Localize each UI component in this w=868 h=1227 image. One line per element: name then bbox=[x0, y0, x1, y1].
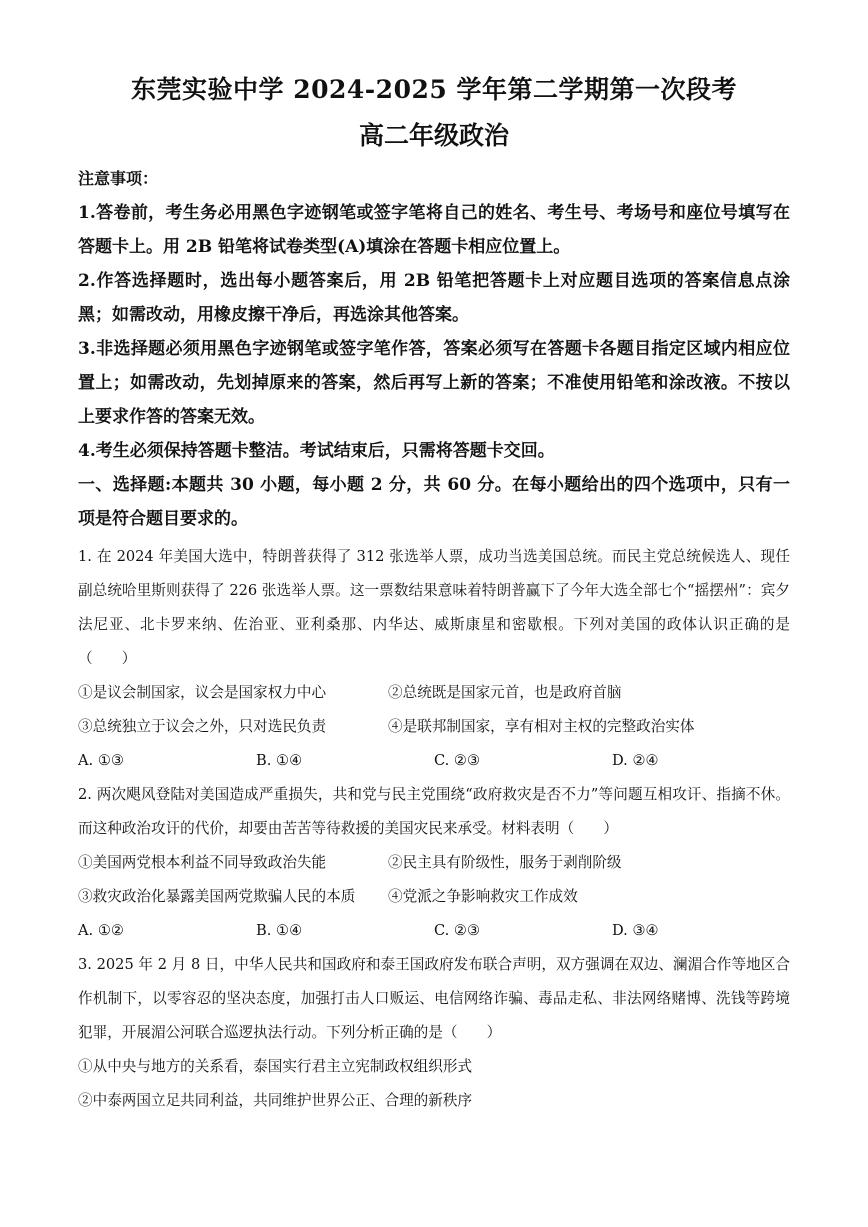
exam-title: 东莞实验中学 2024-2025 学年第二学期第一次段考 bbox=[131, 75, 737, 104]
question-stem: 2. 两次飓风登陆对美国造成严重损失，共和党与民主党围绕“政府救灾是否不力”等问题互相攻讦、指摘不休。而这种政治攻讦的代价，却要由苦苦等待救援的美国灾民来承受。材料表明（ ） bbox=[78, 786, 790, 837]
question-2 bbox=[78, 778, 790, 948]
question-stem: 3. 2025 年 2 月 8 日，中华人民共和国政府和泰王国政府发布联合声明，双方强调在双边、澜湄合作等地区合作机制下，以零容忍的坚决态度，加强打击人口贩运、电信网络诈骗、毒品走私、非法网络赌博、洗钱等跨境犯罪，开展湄公河联合巡逻执法行动。下列分析正确的是（ ） bbox=[78, 956, 790, 1041]
question-item: ④是联邦制国家，享有相对主权的完整政治实体 bbox=[388, 718, 695, 735]
question-item: ④党派之争影响救灾工作成效 bbox=[388, 888, 578, 905]
question-stem: 1. 在 2024 年美国大选中，特朗普获得了 312 张选举人票，成功当选美国总统。而民主党总统候选人、现任副总统哈里斯则获得了 226 张选举人票。这一票数结果意味着特朗普赢下了今年大选全部七个“摇摆州”：宾夕法尼亚、北卡罗来纳、佐治亚、亚利桑那、内华达、威斯康星和密歇根。下列对美国的政体认识正确的是（ ） bbox=[78, 548, 790, 667]
notice-heading: 注意事项： bbox=[78, 169, 159, 188]
question-item: ②中泰两国立足共同利益，共同维护世界公正、合理的新秩序 bbox=[78, 1092, 473, 1109]
question-item: ①美国两党根本利益不同导致政治失能 bbox=[78, 854, 327, 871]
notice-item-3: 3.非选择题必须用黑色字迹钢笔或签字笔作答，答案必须写在答题卡各题目指定区域内相应位置上；如需改动，先划掉原来的答案，然后再写上新的答案；不准使用铅笔和涂改液。不按以上要求作答的答案无效。 bbox=[78, 339, 790, 427]
option-b[interactable]: B. ①④ bbox=[256, 922, 303, 939]
option-a[interactable]: A. ①③ bbox=[78, 752, 124, 769]
question-item: ①从中央与地方的关系看，泰国实行君主立宪制政权组织形式 bbox=[78, 1058, 473, 1075]
question-item: ②民主具有阶级性，服务于剥削阶级 bbox=[388, 854, 622, 871]
option-a[interactable]: A. ①② bbox=[78, 922, 124, 939]
option-c[interactable]: C. ②③ bbox=[434, 922, 481, 939]
answer-options bbox=[78, 744, 790, 778]
question-1 bbox=[78, 540, 790, 778]
option-d[interactable]: D. ②④ bbox=[612, 752, 659, 769]
question-item: ③救灾政治化暴露美国两党欺骗人民的本质 bbox=[78, 888, 356, 905]
section-heading: 一、选择题:本题共 30 小题，每小题 2 分，共 60 分。在每小题给出的四个选项中，只有一项是符合题目要求的。 bbox=[78, 475, 790, 529]
option-b[interactable]: B. ①④ bbox=[256, 752, 303, 769]
question-item: ③总统独立于议会之外，只对选民负责 bbox=[78, 718, 327, 735]
notice-item-1: 1.答卷前，考生务必用黑色字迹钢笔或签字笔将自己的姓名、考生号、考场号和座位号填写在答题卡上。用 2B 铅笔将试卷类型(A)填涂在答题卡相应位置上。 bbox=[78, 203, 790, 257]
question-3 bbox=[78, 948, 790, 1118]
option-c[interactable]: C. ②③ bbox=[434, 752, 481, 769]
question-item: ①是议会制国家，议会是国家权力中心 bbox=[78, 684, 327, 701]
exam-subtitle: 高二年级政治 bbox=[358, 121, 509, 150]
notice-item-2: 2.作答选择题时，选出每小题答案后，用 2B 铅笔把答题卡上对应题目选项的答案信息点涂黑；如需改动，用橡皮擦干净后，再选涂其他答案。 bbox=[78, 271, 790, 325]
option-d[interactable]: D. ③④ bbox=[612, 922, 659, 939]
question-item: ②总统既是国家元首，也是政府首脑 bbox=[388, 684, 622, 701]
notice-block bbox=[78, 166, 790, 468]
answer-options bbox=[78, 914, 790, 948]
notice-item-4: 4.考生必须保持答题卡整洁。考试结束后，只需将答题卡交回。 bbox=[78, 441, 555, 461]
